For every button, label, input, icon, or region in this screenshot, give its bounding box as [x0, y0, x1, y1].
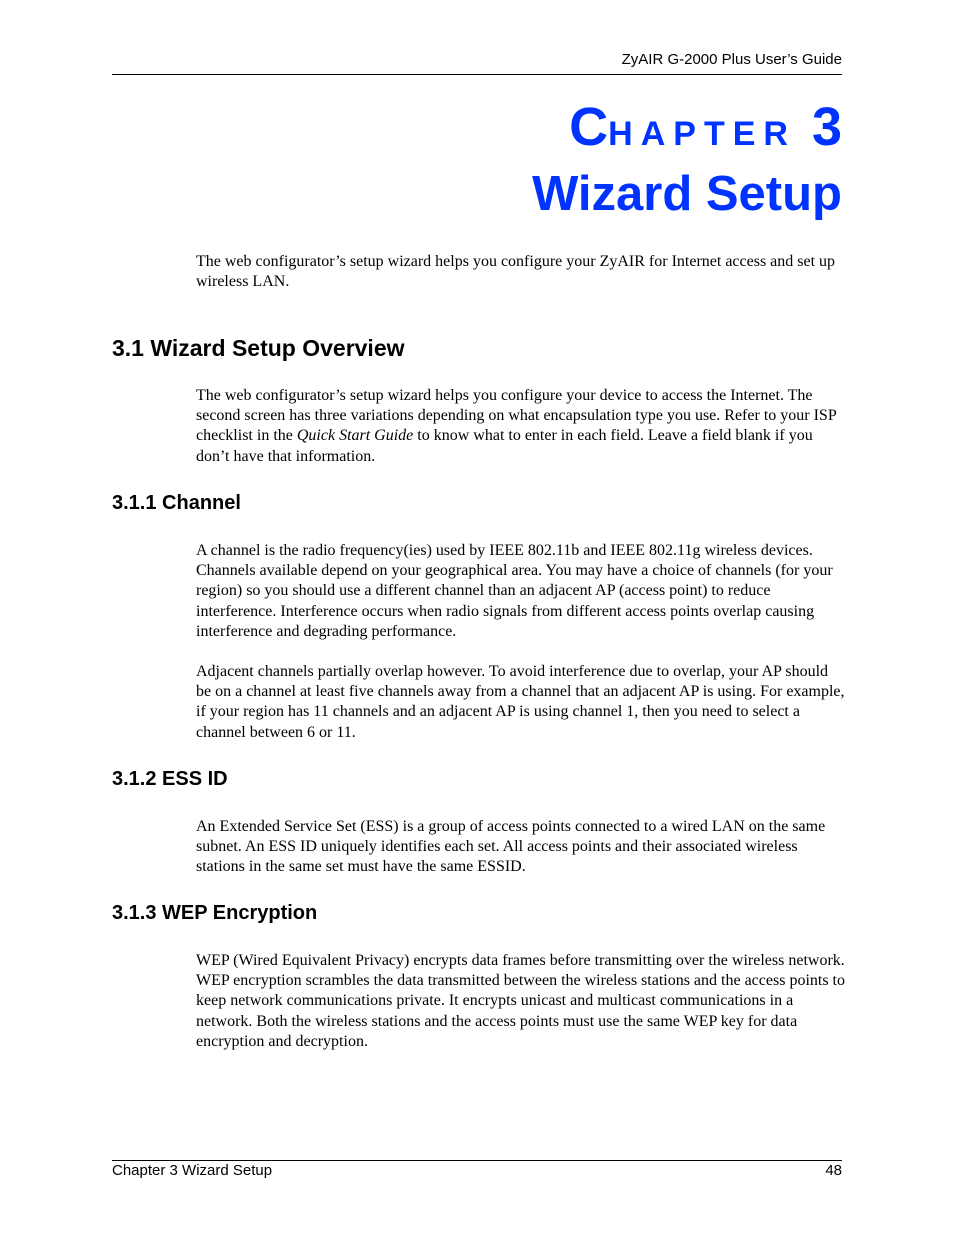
overview-text-before: The web configurator’s setup wizard helps you configure your device to access the Internet. The second screen has three variations depending on what encapsulation type you use. Refer to your ISP checklist in the — [196, 387, 837, 445]
essid-paragraph: An Extended Service Set (ESS) is a group of access points connected to a wired LAN on the same subnet. An ESS ID uniquely identifies each set. All access points and their associated wireless stations in the same set must have the same ESSID. — [196, 818, 826, 876]
overview-paragraph — [196, 386, 846, 467]
channel-paragraph-2: Adjacent channels partially overlap however. To avoid interference due to overlap, your AP should be on a channel at least five channels away from a channel that an adjacent AP is using. For example, if your region has 11 channels and an adjacent AP is using channel 1, then you need to select a channel between 6 or 11. — [196, 663, 845, 741]
chapter-title: Wizard Setup — [532, 167, 842, 221]
chapter-number: 3 — [811, 97, 842, 157]
overview-text-after: to know what to enter in each field. Leave a field blank if you don’t have that information. — [196, 427, 813, 465]
header-rule — [112, 74, 842, 75]
quick-start-guide-ref: Quick Start Guide — [296, 427, 414, 445]
footer-chapter-title: Chapter 3 Wizard Setup — [112, 1162, 273, 1179]
section-heading-essid: 3.1.2 ESS ID — [112, 768, 228, 790]
footer-rule — [112, 1160, 842, 1161]
wep-paragraph: WEP (Wired Equivalent Privacy) encrypts data frames before transmitting over the wireless network. WEP encryption scrambles the data transmitted between the wireless stations and the access points to keep network communications private. It encrypts unicast and multicast communications in a network. Both the wireless stations and the access points must use the same WEP key for data encryption and decryption. — [196, 952, 845, 1050]
chapter-label-initial: C — [569, 97, 609, 157]
section-heading-channel: 3.1.1 Channel — [112, 492, 241, 514]
section-heading-wep: 3.1.3 WEP Encryption — [112, 902, 318, 924]
channel-paragraph-1: A channel is the radio frequency(ies) used by IEEE 802.11b and IEEE 802.11g wireless devices. Channels available depend on your geographical area. You may have a choice of channels (for your region) so you should use a different channel than an adjacent AP (access point) to reduce interference. Interference occurs when radio signals from different access points overlap causing interference and degrading performance. — [196, 542, 833, 640]
chapter-label — [569, 97, 842, 157]
chapter-label-rest: HAPTER — [608, 115, 796, 153]
section-heading-overview: 3.1 Wizard Setup Overview — [112, 335, 405, 361]
intro-paragraph: The web configurator’s setup wizard helps you configure your ZyAIR for Internet access and set up wireless LAN. — [196, 253, 836, 291]
page-number: 48 — [825, 1162, 842, 1179]
guide-title: ZyAIR G-2000 Plus User’s Guide — [621, 51, 842, 68]
